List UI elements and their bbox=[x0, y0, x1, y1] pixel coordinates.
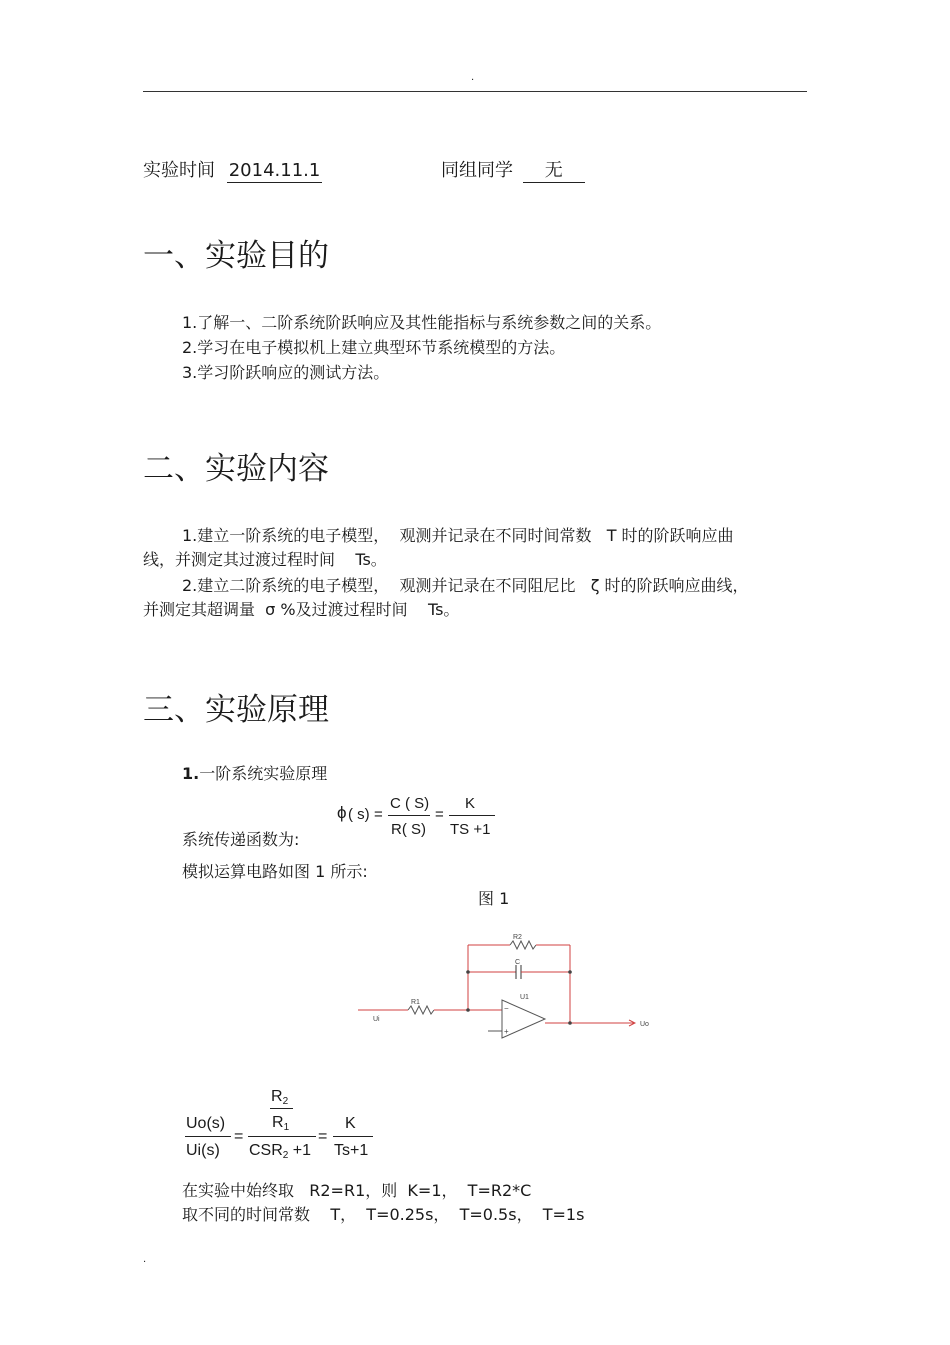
eq2-eq: = bbox=[318, 1128, 328, 1145]
footer-dot: . bbox=[143, 1254, 147, 1265]
eq2-rhs-den: Ts+1 bbox=[334, 1142, 369, 1159]
content-p1-line2: 线，并测定其过渡过程时间 Ts。 bbox=[143, 550, 387, 569]
eq2-eq: = bbox=[234, 1128, 244, 1145]
purpose-item: 3.学习阶跃响应的测试方法。 bbox=[182, 363, 390, 382]
param-line-1: 在实验中始终取 R2=R1，则 K=1， T=R2*C bbox=[182, 1181, 532, 1200]
subsection-text: 一阶系统实验原理 bbox=[199, 764, 328, 783]
tf-den2: TS +1 bbox=[450, 821, 491, 838]
tf-phi: ϕ bbox=[337, 803, 347, 822]
circuit-intro: 模拟运算电路如图 1 所示: bbox=[182, 862, 368, 881]
section-title-content: 二、实验内容 bbox=[143, 451, 329, 487]
tf-num1: C ( S) bbox=[390, 795, 430, 812]
label-c: C bbox=[515, 959, 521, 966]
tf-den1: R( S) bbox=[391, 821, 426, 838]
tf-eq: = bbox=[435, 806, 444, 823]
tf-label: 系统传递函数为: bbox=[182, 830, 300, 849]
r1-resistor bbox=[408, 1006, 434, 1014]
eq2-r2: R2 bbox=[271, 1088, 289, 1107]
partner-label: 同组同学 bbox=[441, 160, 513, 181]
meta-partner bbox=[441, 156, 585, 183]
tf-s: ( s) bbox=[348, 806, 370, 823]
header-rule bbox=[143, 91, 807, 92]
time-value: 2014.11.1 bbox=[228, 160, 321, 181]
content-p1-line1: 1.建立一阶系统的电子模型， 观测并记录在不同时间常数 T 时的阶跃响应曲 bbox=[182, 526, 734, 545]
tf-fraction-line bbox=[388, 815, 430, 816]
circuit-diagram bbox=[340, 925, 670, 1045]
content-p2-line2: 并测定其超调量 σ %及过渡过程时间 Ts。 bbox=[143, 600, 460, 619]
r2-resistor bbox=[510, 941, 536, 949]
figure-caption: 图 1 bbox=[478, 889, 510, 908]
label-r2: R2 bbox=[513, 934, 522, 941]
eq2-den: CSR2 +1 bbox=[249, 1142, 312, 1161]
param-line-2: 取不同的时间常数 T， T=0.25s， T=0.5s， T=1s bbox=[182, 1205, 585, 1224]
eq2-r1: R1 bbox=[272, 1114, 290, 1133]
eq2-fraction-line bbox=[248, 1136, 316, 1137]
purpose-item: 2.学习在电子模拟机上建立典型环节系统模型的方法。 bbox=[182, 338, 566, 357]
meta-time bbox=[143, 156, 322, 183]
label-r1: R1 bbox=[411, 999, 420, 1006]
tf-fraction-line bbox=[449, 815, 495, 816]
time-label: 实验时间 bbox=[143, 160, 215, 181]
tf-eq: = bbox=[374, 806, 383, 823]
subsection-number: 1. bbox=[182, 764, 200, 783]
content-p2-line1: 2.建立二阶系统的电子模型， 观测并记录在不同阻尼比 ζ 时的阶跃响应曲线， bbox=[182, 576, 749, 595]
eq2-lhs-num: Uo(s) bbox=[186, 1115, 226, 1132]
eq2-fraction-line bbox=[333, 1136, 373, 1137]
label-minus: − bbox=[504, 1004, 509, 1013]
label-uo: Uo bbox=[640, 1021, 649, 1028]
eq2-inner-fraction-line bbox=[270, 1108, 293, 1109]
eq2-lhs-den: Ui(s) bbox=[186, 1142, 220, 1159]
eq2-fraction-line bbox=[185, 1136, 231, 1137]
label-plus: + bbox=[504, 1027, 509, 1036]
label-u1: U1 bbox=[520, 994, 529, 1001]
purpose-item: 1.了解一、二阶系统阶跃响应及其性能指标与系统参数之间的关系。 bbox=[182, 313, 662, 332]
tf-num2: K bbox=[465, 795, 476, 812]
subsection-title bbox=[182, 761, 327, 784]
section-title-purpose: 一、实验目的 bbox=[143, 238, 329, 274]
label-ui: Ui bbox=[373, 1016, 380, 1023]
partner-value: 无 bbox=[523, 160, 585, 183]
section-title-principle: 三、实验原理 bbox=[143, 692, 329, 728]
header-dot: . bbox=[471, 72, 475, 83]
eq2-rhs-num: K bbox=[345, 1115, 356, 1132]
